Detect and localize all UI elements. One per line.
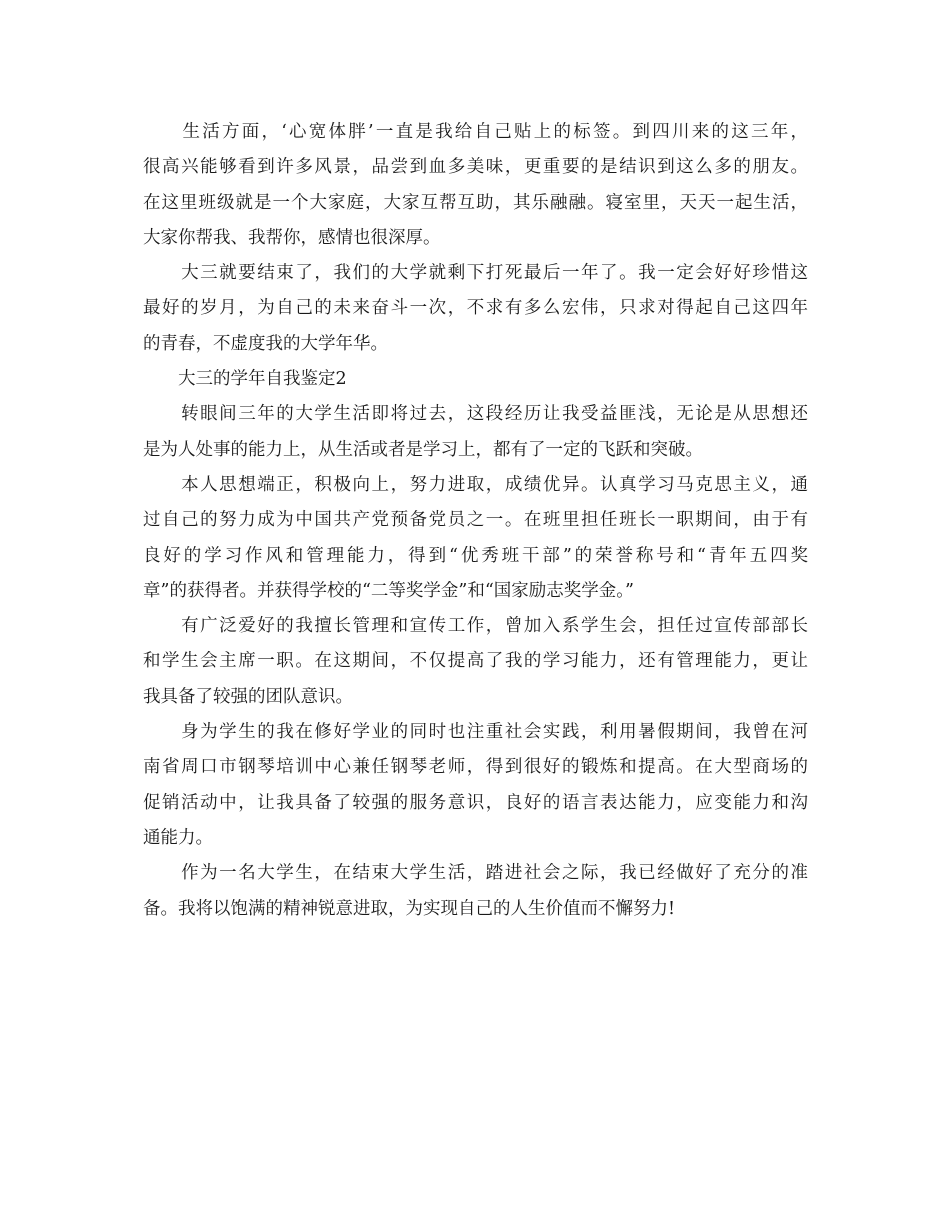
- paragraph-ideology: [143, 468, 808, 609]
- paragraph-senior-year: [143, 256, 808, 362]
- text-line: 大三的学年自我鉴定2: [143, 369, 347, 390]
- paragraph-life: [143, 115, 808, 256]
- text-line: 最好的岁月，为自己的未来奋斗一次，不求有多么宏伟，只求对得起自己这四年: [143, 298, 808, 319]
- text-line: 有广泛爱好的我擅长管理和宣传工作，曾加入系学生会，担任过宣传部部长: [143, 616, 808, 637]
- text-line: 是为人处事的能力上，从生活或者是学习上，都有了一定的飞跃和突破。: [143, 439, 703, 460]
- text-line: 转眼间三年的大学生活即将过去，这段经历让我受益匪浅，无论是从思想还: [143, 404, 808, 425]
- text-line: 在这里班级就是一个大家庭，大家互帮互助，其乐融融。寝室里，天天一起生活，: [143, 192, 808, 213]
- text-line: 身为学生的我在修好学业的同时也注重社会实践，利用暑假期间，我曾在河: [143, 722, 808, 743]
- paragraph-social-practice: [143, 715, 808, 856]
- text-line: 我具备了较强的团队意识。: [143, 686, 353, 707]
- text-line: 本人思想端正，积极向上，努力进取，成绩优异。认真学习马克思主义，通: [143, 474, 808, 495]
- text-line: 通能力。: [143, 827, 213, 848]
- paragraph-conclusion: [143, 856, 808, 927]
- text-line: 过自己的努力成为中国共产党预备党员之一。在班里担任班长一职期间，由于有: [143, 510, 808, 531]
- text-line: 和学生会主席一职。在这期间，不仅提高了我的学习能力，还有管理能力，更让: [143, 651, 808, 672]
- paragraph-intro: [143, 397, 808, 468]
- paragraph-student-union: [143, 609, 808, 715]
- section-heading: [143, 362, 808, 397]
- text-line: 生活方面，‘心宽体胖’一直是我给自己贴上的标签。到四川来的这三年，: [143, 122, 808, 142]
- text-line: 大家你帮我、我帮你，感情也很深厚。: [143, 227, 441, 248]
- text-line: 章”的获得者。并获得学校的“二等奖学金”和“国家励志奖学金。”: [143, 580, 634, 601]
- text-line: 大三就要结束了，我们的大学就剩下打死最后一年了。我一定会好好珍惜这: [143, 263, 808, 284]
- text-line: 良好的学习作风和管理能力，得到“优秀班干部”的荣誉称号和“青年五四奖: [143, 545, 808, 566]
- text-line: 作为一名大学生，在结束大学生活，踏进社会之际，我已经做好了充分的准: [143, 863, 808, 884]
- text-line: 备。我将以饱满的精神锐意进取，为实现自己的人生价值而不懈努力!: [143, 898, 676, 919]
- document-body: [143, 115, 808, 927]
- text-line: 很高兴能够看到许多风景，品尝到血多美味，更重要的是结识到这么多的朋友。: [143, 157, 808, 178]
- text-line: 促销活动中，让我具备了较强的服务意识，良好的语言表达能力，应变能力和沟: [143, 792, 808, 813]
- text-line: 的青春，不虚度我的大学年华。: [143, 333, 388, 354]
- text-line: 南省周口市钢琴培训中心兼任钢琴老师，得到很好的锻炼和提高。在大型商场的: [143, 757, 808, 778]
